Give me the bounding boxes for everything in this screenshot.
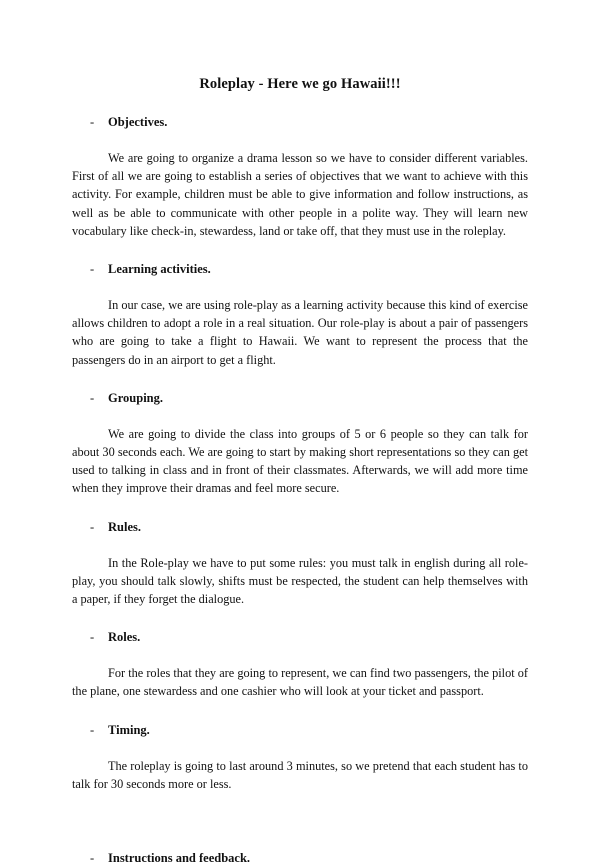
section-heading	[72, 630, 528, 644]
document-title: Roleplay - Here we go Hawaii!!!	[199, 76, 401, 92]
bullet-dash: -	[90, 851, 95, 866]
section-heading	[72, 391, 528, 405]
heading-text: Rules.	[108, 519, 141, 534]
bullet-dash: -	[90, 390, 95, 405]
section-body: In the Role-play we have to put some rules: you must talk in english during all role-play, you should talk slowly, shifts must be respected, the student can help themselves with a paper, if they forget the dialogue.	[72, 555, 528, 607]
bullet-dash: -	[90, 519, 95, 534]
section-body: We are going to divide the class into groups of 5 or 6 people so they can talk for about 30 seconds each. We are going to start by making short representations so they can get used to talking in class and in front of their classmates. Afterwards, we will add more time when they improve their dramas and feel more secure.	[72, 426, 528, 496]
section-rules	[72, 520, 528, 609]
section-body: We are going to organize a drama lesson so we have to consider different variables. First of all we are going to establish a series of objectives that we want to achieve with this activity. For example, children must be able to give information and follow instructions, as well as be able to communicate with other people in a polite way. They will learn new vocabulary like check-in, stewardess, land or take off, that they must use in the roleplay.	[72, 151, 528, 238]
section-body: The roleplay is going to last around 3 minutes, so we pretend that each student has to talk for 30 seconds more or less.	[72, 758, 528, 791]
section-heading	[72, 262, 528, 276]
section-heading	[72, 115, 528, 129]
section-roles	[72, 630, 528, 700]
section-instructions-feedback	[72, 851, 528, 865]
section-learning-activities	[72, 262, 528, 369]
heading-text: Learning activities.	[108, 262, 211, 277]
heading-text: Objectives.	[108, 115, 168, 129]
heading-text: Timing.	[108, 722, 150, 737]
spacer	[72, 815, 528, 851]
heading-text: Grouping.	[108, 390, 163, 405]
section-heading	[72, 520, 528, 534]
bullet-dash: -	[90, 262, 95, 277]
bullet-dash: -	[90, 722, 95, 737]
section-body: For the roles that they are going to represent, we can find two passengers, the pilot of the plane, one stewardess and one cashier who will look at your ticket and passport.	[72, 666, 528, 699]
section-grouping	[72, 391, 528, 498]
bullet-dash: -	[90, 630, 95, 645]
bullet-dash: -	[90, 115, 95, 129]
heading-text: Instructions and feedback.	[108, 851, 251, 866]
heading-text: Roles.	[108, 630, 141, 645]
section-objectives	[72, 115, 528, 240]
section-timing	[72, 723, 528, 793]
section-heading	[72, 851, 528, 865]
section-body: In our case, we are using role-play as a learning activity because this kind of exercise allows children to adopt a role in a real situation. Our role-play is about a pair of passengers who are going to take a flight to Hawaii. We want to represent the process that the passengers do in an airport to get a flight.	[72, 298, 528, 367]
section-heading	[72, 723, 528, 737]
